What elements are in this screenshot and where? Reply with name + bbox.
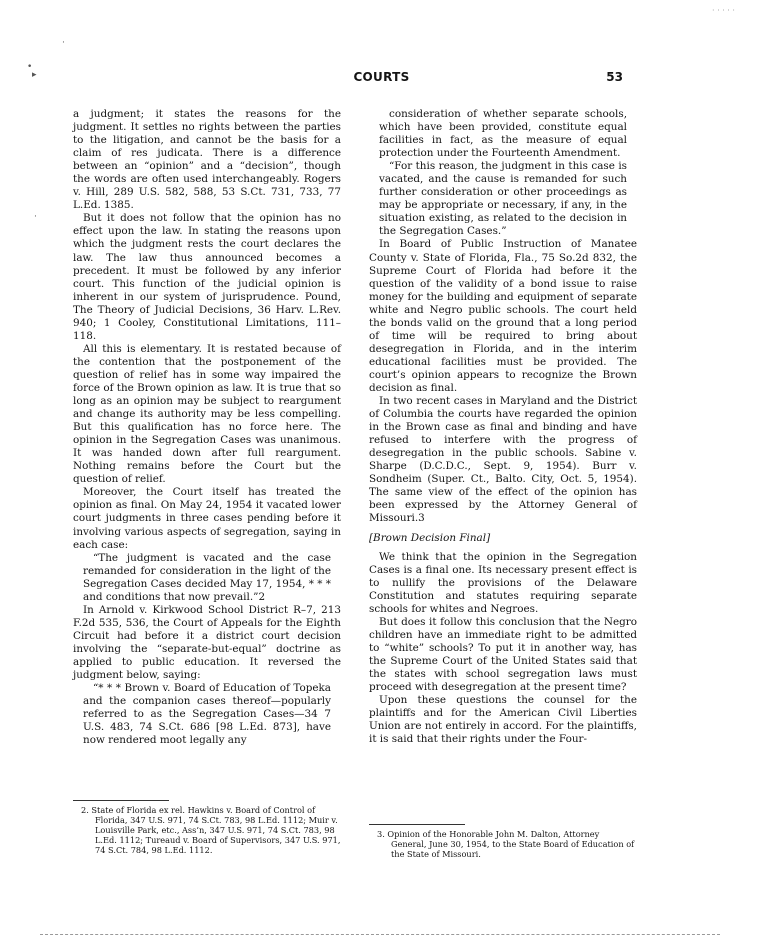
running-head: COURTS <box>353 70 410 84</box>
block-quote: “For this reason, the judgment in this case is vacated, and the cause is remanded for such further consideration or other proceedings as may be appropriate or necessary, if any, in the situation existing, as related to the decision in the Segregation Cases.” <box>379 160 627 238</box>
footnote-3: 3. Opinion of the Honorable John M. Dalton, Attorney General, June 30, 1954, to the State Board of Education of the State of Missouri. <box>377 829 635 859</box>
paragraph: In two recent cases in Maryland and the District of Columbia the courts have regarded the opinion in the Brown case as final and binding and have refused to interfere with the progress of desegregation in the public schools. Sabine v. Sharpe (D.C.D.C., Sept. 9, 1954). Burr v. Sondheim (Super. Ct., Balto. City, Oct. 5, 1954). The same view of the effect of the opinion has been expressed by the Attorney General of Missouri.3 <box>369 395 637 525</box>
footnote-rule <box>369 824 465 825</box>
paragraph: a judgment; it states the reasons for the judgment. It settles no rights between the parties to the litigation, and cannot be the basis for a claim of res judicata. There is a difference between an “opinion” and a “decision”, though the words are often used interchangeably. Rogers v. Hill, 289 U.S. 582, 588, 53 S.Ct. 731, 733, 77 L.Ed. 1385. <box>73 108 341 212</box>
paragraph: In Board of Public Instruction of Manatee County v. State of Florida, Fla., 75 So.2d 832, the Supreme Court of Florida had before it the question of the validity of a bond issue to raise money for the building and equipment of separate white and Negro public schools. The court held the bonds valid on the ground that a long period of time will be required to bring about desegregation in Florida, and in the interim educational facilities must be provided. The court’s opinion appears to recognize the Brown decision as final. <box>369 238 637 394</box>
footnote-2: 2. State of Florida ex rel. Hawkins v. Board of Control of Florida, 347 U.S. 971, 74 S.Ct. 783, 98 L.Ed. 1112; Muir v. Louisville Park, etc., Ass’n, 347 U.S. 971, 74 S.Ct. 783, 98 L.Ed. 1112; Tureaud v. Board of Supervisors, 347 U.S. 971, 74 S.Ct. 784, 98 L.Ed. 1112. <box>81 805 341 855</box>
paragraph: But it does not follow that the opinion has no effect upon the law. In stating the reasons upon which the judgment rests the court declares the law. The law thus announced becomes a precedent. It must be followed by any inferior court. This function of the judicial opinion is inherent in our system of jurisprudence. Pound, The Theory of Judicial Decisions, 36 Harv. L.Rev. 940; 1 Cooley, Constitutional Limitations, 111–118. <box>73 212 341 342</box>
section-heading: [Brown Decision Final] <box>369 531 491 544</box>
paragraph: Moreover, the Court itself has treated the opinion as final. On May 24, 1954 it vacated lower court judgments in three cases pending before it involving various aspects of segregation, saying in each case: <box>73 486 341 551</box>
page-number: 53 <box>606 70 623 84</box>
footnote-area-left <box>73 800 341 855</box>
block-quote: “* * * Brown v. Board of Education of Topeka and the companion cases thereof—popularly referred to as the Segregation Cases—34 7 U.S. 483, 74 S.Ct. 686 [98 L.Ed. 873], have now rendered moot legally any <box>83 682 331 747</box>
scan-bottom-edge <box>40 934 720 935</box>
page-header <box>0 70 763 88</box>
margin-mark: · <box>62 38 65 48</box>
paragraph: Upon these questions the counsel for the plaintiffs and for the American Civil Liberties Union are not entirely in accord. For the plaintiffs, it is said that their rights under the Four- <box>369 694 637 746</box>
left-column <box>73 108 341 747</box>
margin-mark: ▸ <box>32 70 37 80</box>
footnote-area-right <box>369 824 637 859</box>
footnote-rule <box>73 800 169 801</box>
margin-mark: · <box>34 212 37 222</box>
block-quote: consideration of whether separate schools, which have been provided, constitute equal facilities in fact, as the measure of equal protection under the Fourteenth Amendment. <box>379 108 627 160</box>
paragraph: We think that the opinion in the Segregation Cases is a final one. Its necessary present effect is to nullify the provisions of the Delaware Constitution and statutes requiring separate schools for whites and Negroes. <box>369 550 637 615</box>
margin-mark: • <box>27 62 33 72</box>
paragraph: All this is elementary. It is restated because of the contention that the postponement of the question of relief has in some way impaired the force of the Brown opinion as law. It is true that so long as an opinion may be subject to reargument and change its authority may be less compelling. But this qualification has no force here. The opinion in the Segregation Cases was unanimous. It was handed down after full reargument. Nothing remains before the Court but the question of relief. <box>73 342 341 486</box>
block-quote: “The judgment is vacated and the case remanded for consideration in the light of the Segregation Cases decided May 17, 1954, * * * and conditions that now prevail.”2 <box>83 551 331 603</box>
scan-artifact-dots: · · · · · <box>712 6 735 15</box>
paragraph: In Arnold v. Kirkwood School District R–7, 213 F.2d 535, 536, the Court of Appeals for the Eighth Circuit had before it a district court decision involving the “separate-but-equal” doctrine as applied to public education. It reversed the judgment below, saying: <box>73 603 341 682</box>
paragraph: But does it follow this conclusion that the Negro children have an immediate right to be admitted to “white” schools? To put it in another way, has the Supreme Court of the United States said that the states with school segregation laws must proceed with desegregation at the present time? <box>369 615 637 694</box>
right-column <box>369 108 637 746</box>
